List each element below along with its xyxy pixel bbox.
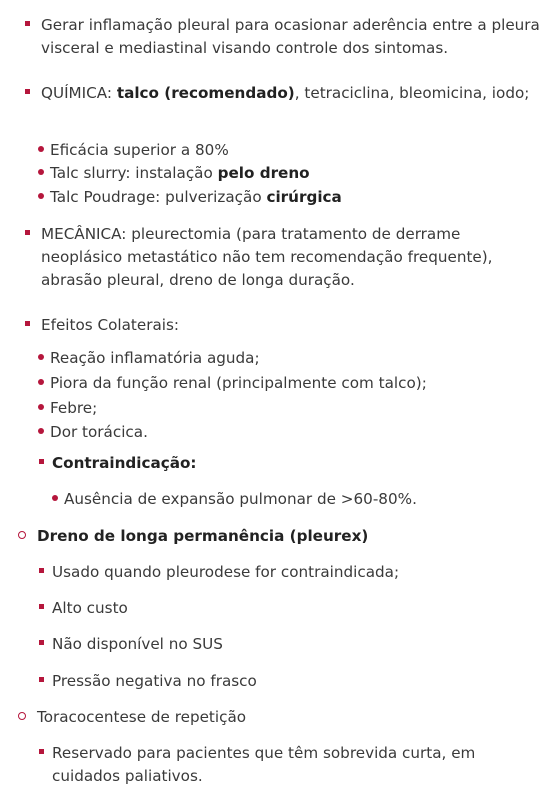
item-text: Usado quando pleurodese for contraindicada;: [52, 563, 400, 581]
item-text-pre: Talc Poudrage: pulverização: [50, 188, 267, 206]
dot-bullet-icon: [36, 162, 46, 185]
list-item: [0, 421, 542, 444]
item-text: Alto custo: [52, 599, 128, 617]
item-text-bold: Dreno de longa permanência (pleurex): [37, 527, 369, 545]
dot-bullet-icon: [36, 397, 46, 420]
square-bullet-icon: [22, 14, 32, 37]
item-text-bold: cirúrgica: [266, 188, 342, 206]
item-text: Não disponível no SUS: [52, 635, 223, 653]
list-item: [0, 223, 542, 292]
square-bullet-icon: [22, 82, 32, 105]
list-item: [0, 162, 542, 185]
item-text: Reação inflamatória aguda;: [50, 349, 260, 367]
square-bullet-icon: [36, 633, 46, 656]
list-item: [0, 452, 542, 475]
item-text: Toracocentese de repetição: [37, 708, 247, 726]
item-text: [52, 452, 542, 475]
item-text: Reservado para pacientes que têm sobrevida curta, em cuidados paliativos.: [52, 744, 476, 785]
list-item: [0, 186, 542, 209]
item-text: Gerar inflamação pleural para ocasionar aderência entre a pleura visceral e mediastinal visando controle dos sintomas.: [41, 16, 540, 57]
item-text: Dor torácica.: [50, 423, 148, 441]
list-item: [0, 633, 542, 656]
dot-bullet-icon: [36, 139, 46, 162]
item-text: Febre;: [50, 399, 98, 417]
list-item: [0, 397, 542, 420]
item-text: [37, 525, 542, 548]
square-bullet-icon: [36, 670, 46, 693]
square-bullet-icon: [36, 742, 46, 765]
item-text: MECÂNICA: pleurectomia (para tratamento de derrame neoplásico metastático não tem recomendação frequente), abrasão pleural, dreno de longa duração.: [41, 225, 493, 289]
square-bullet-icon: [36, 597, 46, 620]
item-text: Efeitos Colaterais:: [41, 316, 180, 334]
list-item: [0, 139, 542, 162]
list-item: [0, 372, 542, 395]
item-text-bold: talco (recomendado): [116, 84, 295, 102]
list-item: [0, 314, 542, 337]
item-text: Ausência de expansão pulmonar de >60-80%.: [64, 490, 417, 508]
dot-bullet-icon: [50, 488, 60, 511]
item-text: Pressão negativa no frasco: [52, 672, 257, 690]
item-text: Piora da função renal (principalmente com talco);: [50, 374, 427, 392]
dot-bullet-icon: [36, 421, 46, 444]
list-item: [0, 347, 542, 370]
dot-bullet-icon: [36, 186, 46, 209]
list-item: [0, 488, 542, 511]
dot-bullet-icon: [36, 372, 46, 395]
item-text-bold: Contraindicação:: [52, 454, 197, 472]
list-item: [0, 670, 542, 693]
item-text-pre: Talc slurry: instalação: [50, 164, 218, 182]
dot-bullet-icon: [36, 347, 46, 370]
item-text-post: , tetraciclina, bleomicina, iodo;: [294, 84, 530, 102]
circle-bullet-icon: [17, 706, 27, 729]
item-text-bold: pelo dreno: [217, 164, 310, 182]
list-item: [0, 14, 542, 60]
item-text: [41, 82, 542, 105]
item-text: [50, 162, 542, 185]
list-item: [0, 742, 542, 788]
item-text: Eficácia superior a 80%: [50, 141, 229, 159]
square-bullet-icon: [22, 314, 32, 337]
circle-bullet-icon: [17, 525, 27, 548]
list-item: [0, 561, 542, 584]
list-item: [0, 706, 542, 729]
item-text-pre: QUÍMICA:: [41, 84, 117, 102]
square-bullet-icon: [22, 223, 32, 246]
item-text: [50, 186, 542, 209]
list-item: [0, 82, 542, 105]
square-bullet-icon: [36, 561, 46, 584]
square-bullet-icon: [36, 452, 46, 475]
list-item: [0, 597, 542, 620]
list-item: [0, 525, 542, 548]
